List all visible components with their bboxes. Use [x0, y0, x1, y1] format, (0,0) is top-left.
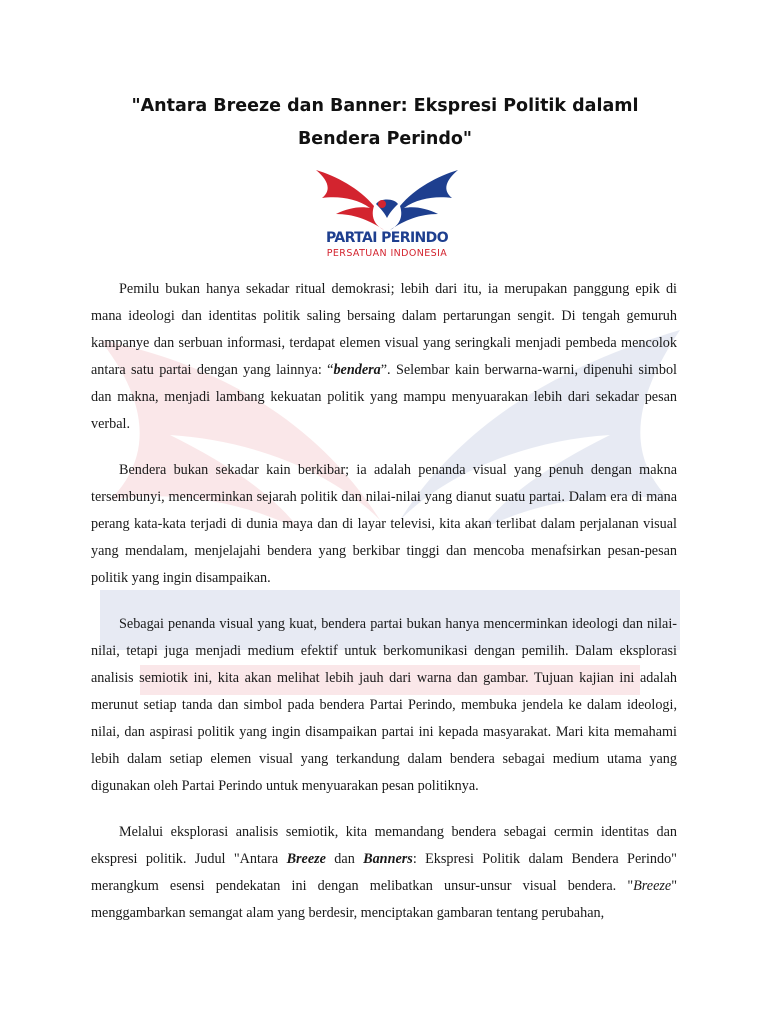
perindo-eagle-logo-icon — [314, 168, 460, 232]
logo-party-name: PARTAI PERINDO — [326, 230, 448, 246]
paragraph-4 — [91, 819, 677, 927]
paragraph-3: Sebagai penanda visual yang kuat, bendera partai bukan hanya mencerminkan ideologi dan nilai-nilai, tetapi juga menjadi medium efektif untuk berkomunikasi dengan pemilih. Dalam eksplorasi analisis semiotik ini, kita akan melihat lebih jauh dari warna dan gambar. Tujuan kajian ini adalah merunut setiap tanda dan simbol pada bendera Partai Perindo, membuka jendela ke dalam ideologi, nilai, dan aspirasi politik yang ingin disampaikan partai ini kepada masyarakat. Mari kita memahami lebih dalam setiap elemen visual yang terkandung dalam bendera sebagai medium utama yang digunakan oleh Partai Perindo untuk menyuarakan pesan politiknya. — [91, 616, 677, 794]
paragraph-1 — [91, 276, 677, 438]
paragraph-2: Bendera bukan sekadar kain berkibar; ia adalah penanda visual yang penuh dengan makna tersembunyi, mencerminkan sejarah politik dan nilai-nilai yang dianut suatu partai. Dalam era di mana perang kata-kata terjadi di dunia maya dan di layar televisi, kita akan terlibat dalam perjalanan visual yang mendalam, menjelajahi bendera yang berkibar tinggi dan mencoba menafsirkan pesan-pesan politik yang ingin disampaikan. — [91, 462, 677, 586]
document-title: "Antara Breeze dan Banner: Ekspresi Politik dalaml Bendera Perindo" — [131, 96, 639, 149]
paragraph-4-text-c: : Ekspresi Politik dalam Bendera Perindo" merangkum esensi pendekatan ini dengan melibatkan unsur-unsur visual bendera. " — [91, 851, 677, 894]
paragraph-4-text-b: dan — [325, 851, 364, 867]
paragraph-4-text-d: " menggambarkan semangat alam yang berdesir, menciptakan gambaran tentang perubahan, — [91, 878, 677, 921]
paragraph-4-emphasis-breeze-2: Breeze — [633, 878, 672, 894]
partai-perindo-logo — [314, 168, 460, 264]
logo-party-subtitle: PERSATUAN INDONESIA — [326, 248, 448, 259]
paragraph-1-text-b: ”. Selembar kain berwarna-warni, dipenuhi simbol dan makna, menjadi lambang kekuatan politik yang mampu menyuarakan lebih dari sekadar pesan verbal. — [91, 362, 677, 432]
paragraph-4-text-a: Melalui eksplorasi analisis semiotik, kita memandang bendera sebagai cermin identitas dan ekspresi politik. Judul "Antara — [91, 824, 677, 867]
paragraph-4-emphasis-banners: Banners — [363, 851, 413, 867]
paragraph-4-emphasis-breeze: Breeze — [286, 851, 326, 867]
paragraph-1-emphasis: bendera — [333, 362, 381, 378]
document-body — [91, 276, 677, 946]
paragraph-1-text-a: Pemilu bukan hanya sekadar ritual demokrasi; lebih dari itu, ia merupakan panggung epik di mana ideologi dan identitas politik saling bersaing dalam pertarungan sengit. Di tengah gemuruh kampanye dan serbuan informasi, terdapat elemen visual yang seringkali menjadi pembeda mencolok antara satu partai dengan yang lainnya: “ — [91, 281, 677, 378]
